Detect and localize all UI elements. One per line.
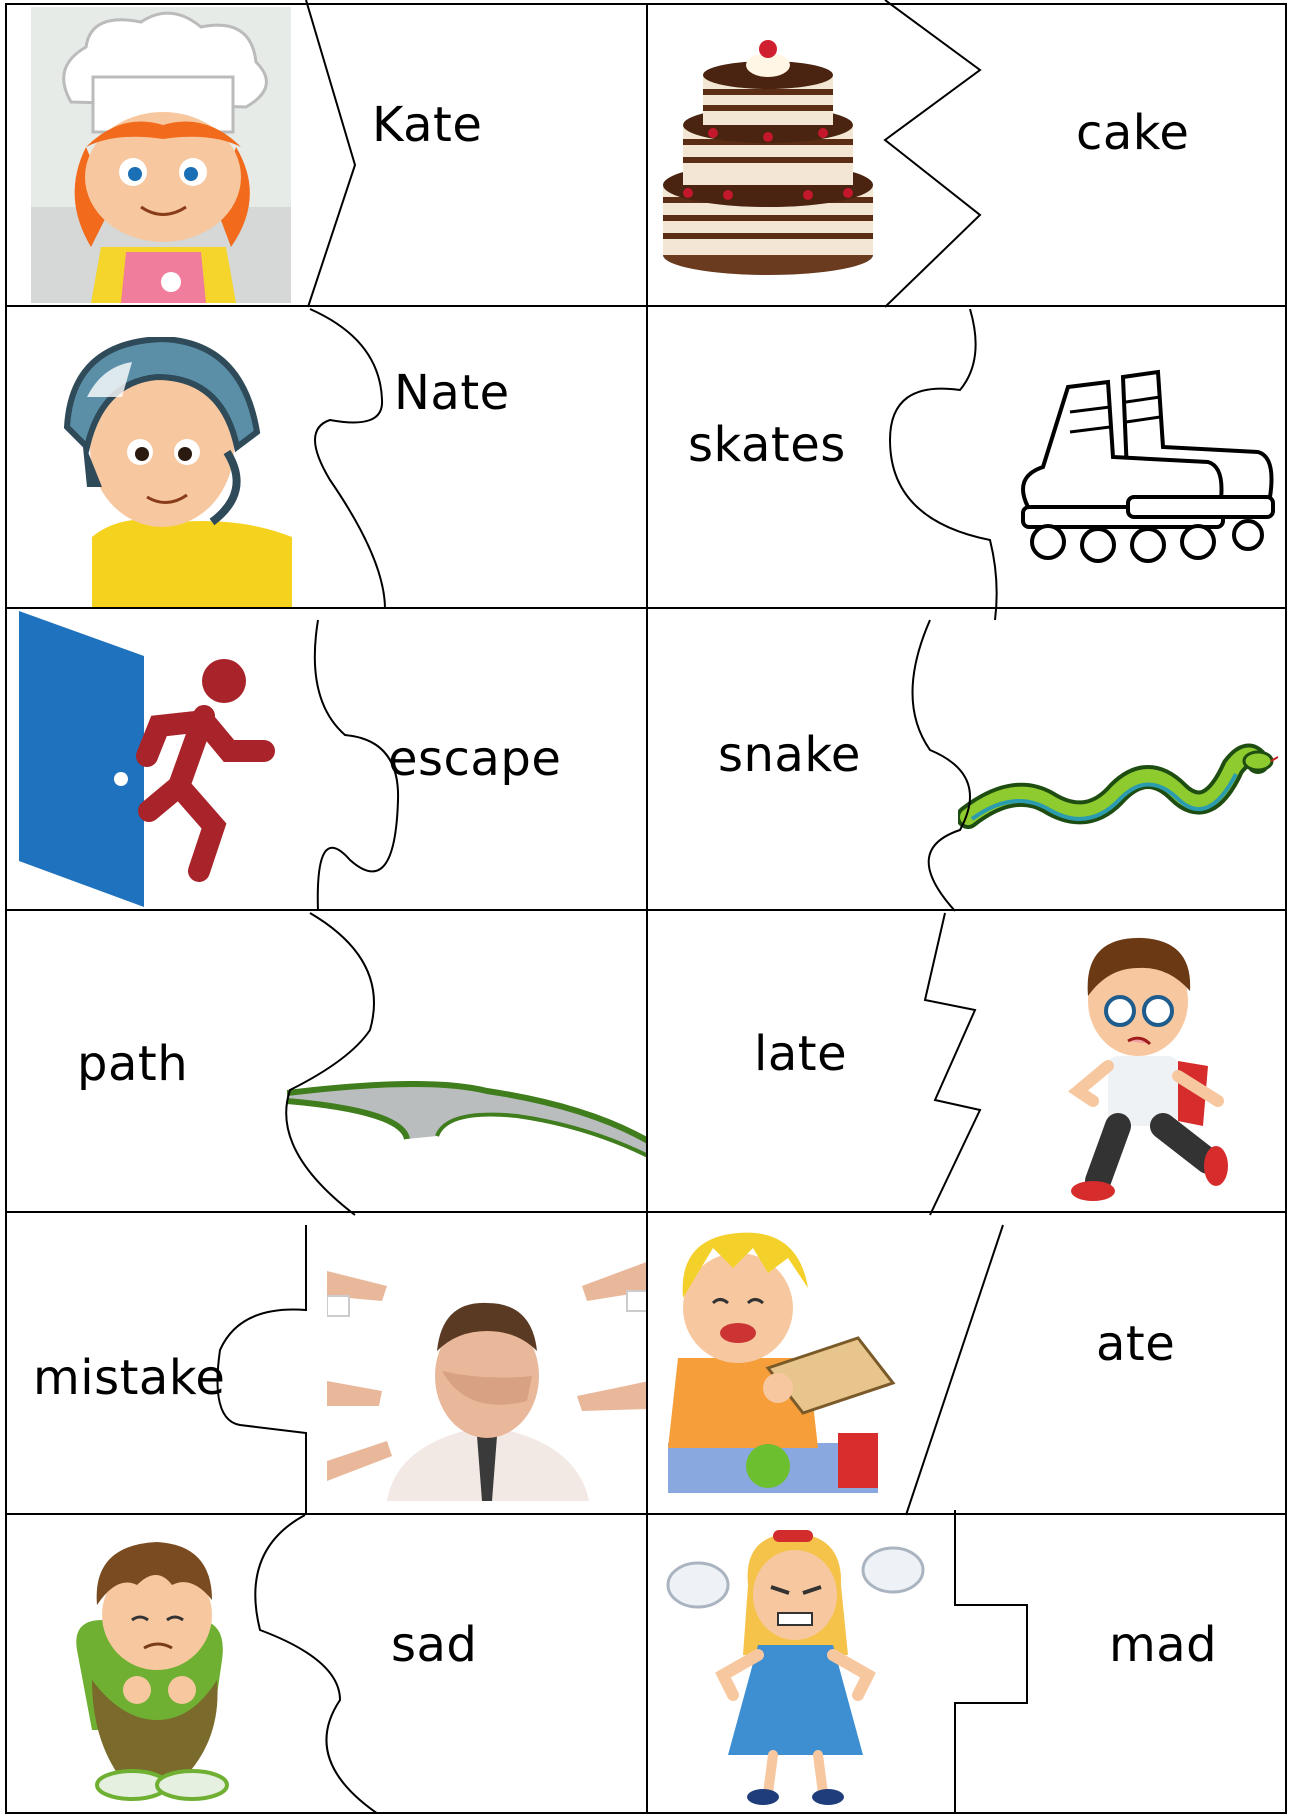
word-ate: ate — [1096, 1316, 1176, 1372]
word-mad: mad — [1109, 1617, 1218, 1673]
word-nate: Nate — [394, 365, 510, 421]
word-escape: escape — [388, 731, 562, 787]
word-sad: sad — [391, 1617, 478, 1673]
word-kate: Kate — [372, 97, 483, 153]
word-path: path — [77, 1036, 189, 1092]
word-snake: snake — [718, 727, 861, 783]
word-mistake: mistake — [33, 1350, 226, 1406]
word-skates: skates — [688, 417, 846, 473]
word-cake: cake — [1076, 105, 1190, 161]
word-late: late — [754, 1026, 848, 1082]
